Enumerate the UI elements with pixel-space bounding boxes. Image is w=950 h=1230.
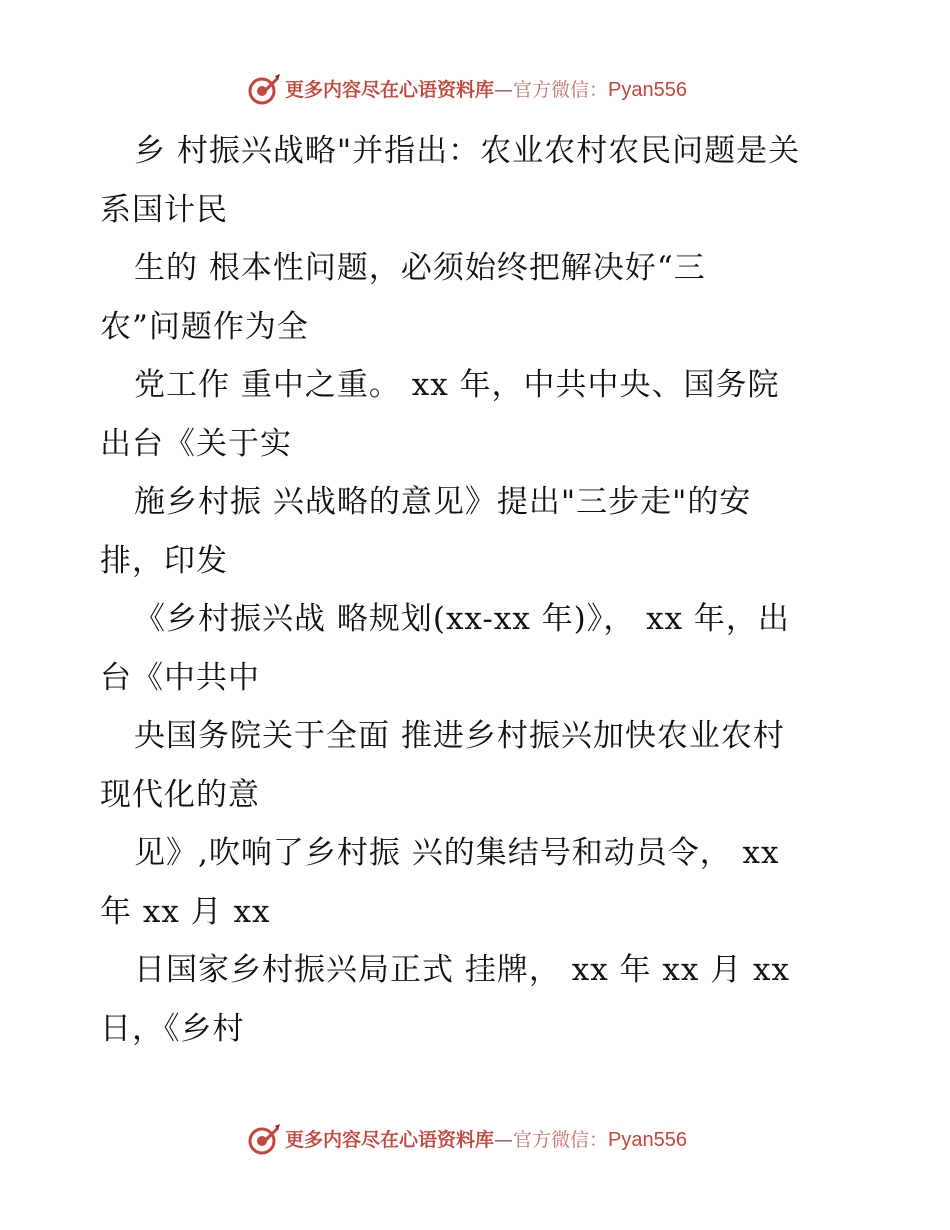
text-line: 排，印发: [100, 542, 228, 579]
text-line: 现代化的意: [100, 776, 260, 813]
text-line: 台《中共中: [100, 659, 260, 696]
header-banner-content: [247, 73, 687, 107]
footer-banner-content: [247, 1123, 687, 1157]
text-line: 出台《关于实: [100, 425, 292, 462]
document-body: [100, 122, 860, 1058]
header-banner-dash: —: [494, 79, 514, 101]
text-line: 年 xx 月 xx: [100, 893, 271, 930]
header-banner-text: [285, 80, 687, 100]
text-line: 《乡村振兴战 略规划(xx-xx 年)》， xx 年，出: [134, 601, 790, 637]
header-banner-wechat-id: Pyan556: [608, 79, 687, 101]
footer-banner: [0, 1120, 950, 1160]
text-line: 党工作 重中之重。 xx 年，中共中央、国务院: [134, 367, 780, 403]
text-line: 系国计民: [100, 191, 228, 228]
text-line: 日国家乡村振兴局正式 挂牌， xx 年 xx 月 xx: [134, 952, 791, 988]
text-line: 央国务院关于全面 推进乡村振兴加快农业农村: [134, 718, 785, 754]
footer-banner-dash: —: [494, 1129, 514, 1151]
text-line: 见》,吹响了乡村振 兴的集结号和动员令， xx: [134, 835, 780, 871]
text-line: 施乡村振 兴战略的意见》提出"三步走"的安: [134, 484, 752, 520]
footer-banner-text: [285, 1130, 687, 1150]
quill-circle-logo-icon: [247, 73, 281, 107]
footer-banner-wechat-id: Pyan556: [608, 1129, 687, 1151]
header-banner-wechat-label: 官方微信：: [513, 79, 609, 101]
footer-banner-wechat-label: 官方微信：: [513, 1129, 609, 1151]
quill-circle-logo-icon: [247, 1123, 281, 1157]
header-banner: [0, 70, 950, 110]
text-line: 农”问题作为全: [100, 308, 309, 345]
text-line: 生的 根本性问题，必须始终把解决好“三: [134, 250, 706, 286]
header-banner-main: 更多内容尽在心语资料库: [285, 79, 495, 101]
footer-banner-main: 更多内容尽在心语资料库: [285, 1129, 495, 1151]
text-line: 乡 村振兴战略"并指出：农业农村农民问题是关: [134, 133, 801, 169]
text-line: 日，《乡村: [100, 1010, 245, 1047]
